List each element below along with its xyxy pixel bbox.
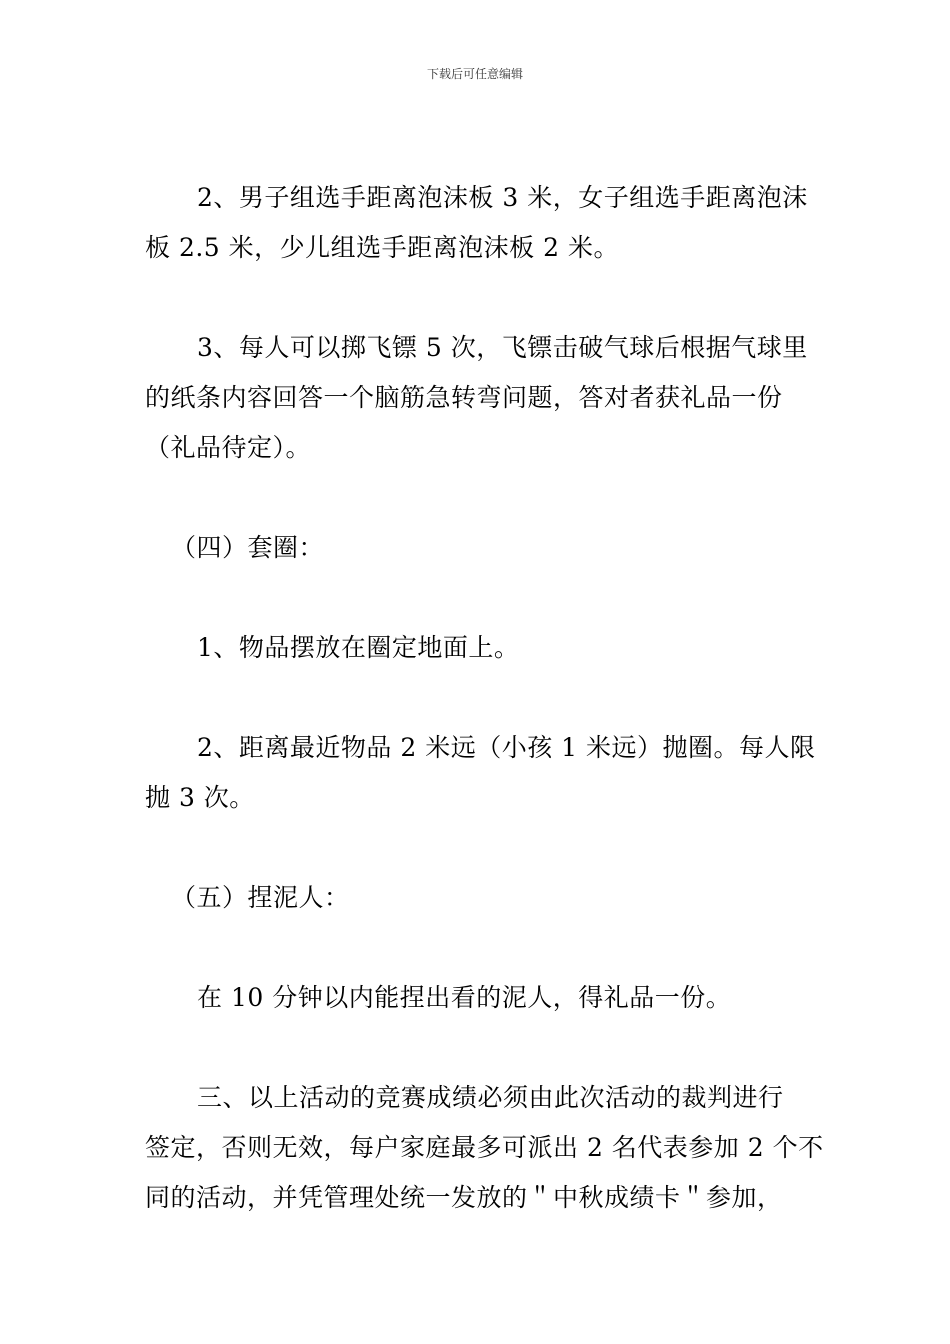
paragraph-ring-toss-1 — [145, 623, 810, 673]
text-line: （礼品待定）。 — [145, 433, 312, 462]
paragraph-general-rules — [145, 1073, 824, 1223]
text-line: 2、距离最近物品 2 米远（小孩 1 米远）抛圈。每人限 — [197, 733, 816, 762]
paragraph-distance-rules — [145, 173, 810, 273]
paragraph-ring-toss-2 — [145, 723, 816, 823]
text-line: 1、物品摆放在圈定地面上。 — [197, 633, 520, 662]
text-line: （五）捏泥人： — [171, 883, 350, 912]
section-heading-ring-toss — [145, 523, 810, 573]
paragraph-clay-figure — [145, 973, 810, 1023]
text-line: 签定，否则无效，每户家庭最多可派出 2 名代表参加 2 个不 — [145, 1133, 824, 1162]
text-line: 抛 3 次。 — [145, 783, 255, 812]
text-line: 板 2.5 米，少儿组选手距离泡沫板 2 米。 — [145, 233, 619, 262]
text-line: （四）套圈： — [171, 533, 325, 562]
page-header: 下载后可任意编辑 — [426, 67, 523, 81]
text-line: 同的活动，并凭管理处统一发放的＂中秋成绩卡＂参加， — [145, 1183, 783, 1212]
section-heading-clay-figure — [145, 873, 810, 923]
text-line: 2、男子组选手距离泡沫板 3 米，女子组选手距离泡沫 — [197, 183, 808, 212]
text-line: 的纸条内容回答一个脑筋急转弯问题，答对者获礼品一份 — [145, 383, 783, 412]
text-line: 三、以上活动的竞赛成绩必须由此次活动的裁判进行 — [197, 1083, 784, 1112]
text-line: 在 10 分钟以内能捏出看的泥人，得礼品一份。 — [197, 983, 732, 1012]
paragraph-dart-rules — [145, 323, 810, 473]
text-line: 3、每人可以掷飞镖 5 次，飞镖击破气球后根据气球里 — [197, 333, 808, 362]
